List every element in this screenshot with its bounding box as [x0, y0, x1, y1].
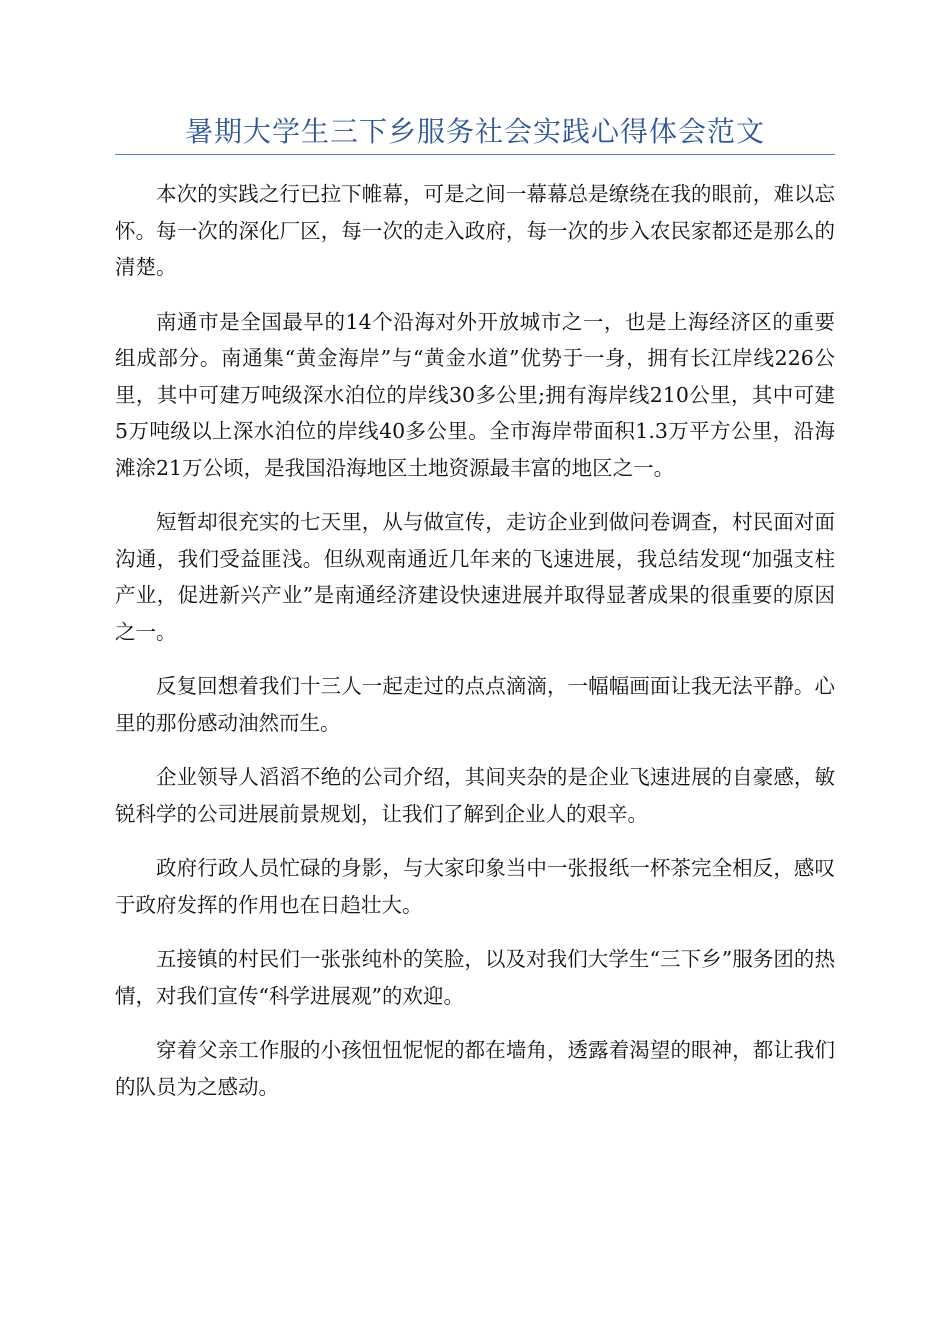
document-title: 暑期大学生三下乡服务社会实践心得体会范文 [184, 115, 765, 148]
paragraph: 企业领导人滔滔不绝的公司介绍，其间夹杂的是企业飞速进展的自豪感，敏锐科学的公司进展前景规划，让我们了解到企业人的艰辛。 [115, 765, 835, 826]
paragraph: 政府行政人员忙碌的身影，与大家印象当中一张报纸一杯茶完全相反，感叹于政府发挥的作用也在日趋壮大。 [115, 856, 835, 917]
paragraph: 反复回想着我们十三人一起走过的点点滴滴，一幅幅画面让我无法平静。心里的那份感动油然而生。 [115, 674, 835, 735]
paragraph: 短暂却很充实的七天里，从与做宣传，走访企业到做问卷调查，村民面对面沟通，我们受益匪浅。但纵观南通近几年来的飞速进展，我总结发现“加强支柱产业，促进新兴产业”是南通经济建设快速进展并取得显著成果的很重要的原因之一。 [115, 510, 835, 644]
title-underline [115, 154, 835, 155]
paragraph: 五接镇的村民们一张张纯朴的笑脸，以及对我们大学生“三下乡”服务团的热情，对我们宣传“科学进展观”的欢迎。 [115, 947, 835, 1008]
paragraph: 穿着父亲工作服的小孩忸忸怩怩的都在墙角，透露着渴望的眼神，都让我们的队员为之感动。 [115, 1038, 835, 1099]
document-body [115, 176, 835, 1123]
paragraph: 南通市是全国最早的14个沿海对外开放城市之一，也是上海经济区的重要组成部分。南通集“黄金海岸”与“黄金水道”优势于一身，拥有长江岸线226公里，其中可建万吨级深水泊位的岸线30多公里;拥有海岸线210公里，其中可建5万吨级以上深水泊位的岸线40多公里。全市海岸带面积1.3万平方公里，沿海滩涂21万公顷，是我国沿海地区土地资源最丰富的地区之一。 [115, 309, 835, 480]
paragraph: 本次的实践之行已拉下帷幕，可是之间一幕幕总是缭绕在我的眼前，难以忘怀。每一次的深化厂区，每一次的走入政府，每一次的步入农民家都还是那么的清楚。 [115, 182, 835, 279]
